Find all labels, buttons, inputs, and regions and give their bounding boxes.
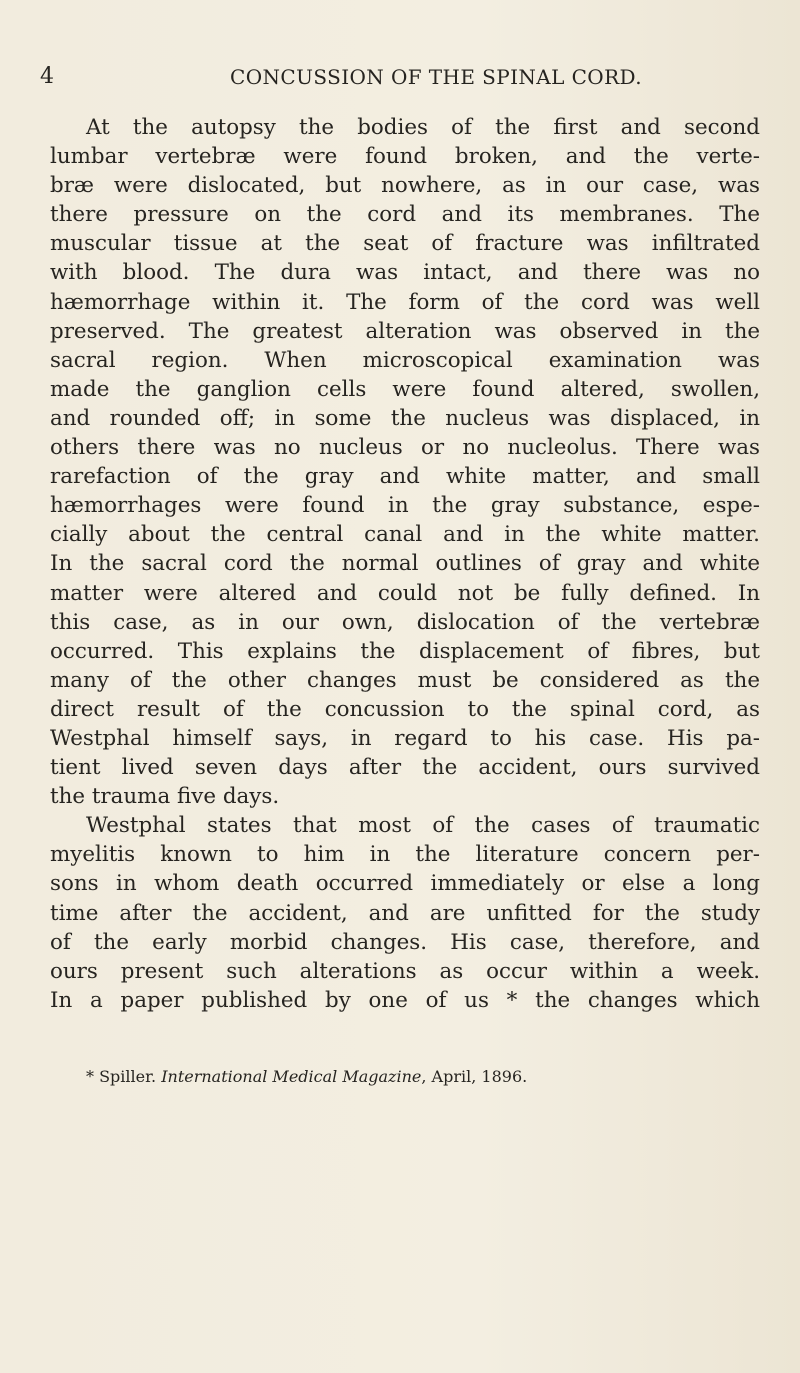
running-title: CONCUSSION OF THE SPINAL CORD. [230, 65, 643, 89]
page-header [40, 62, 760, 98]
text-line: sacral region. When microscopical examination was [50, 347, 760, 373]
text-line: others there was no nucleus or no nucleolus. There was [50, 435, 760, 461]
page-number: 4 [40, 64, 54, 89]
text-line: lumbar vertebræ were found broken, and the verte- [50, 144, 760, 170]
text-line: myelitis known to him in the literature concern per- [50, 842, 760, 868]
text-line: matter were altered and could not be fully defined. In [50, 580, 760, 606]
text-line: cially about the central canal and in the white matter. [50, 522, 760, 548]
text-line: sons in whom death occurred immediately or else a long [50, 871, 760, 897]
text-line: occurred. This explains the displacement of fibres, but [50, 638, 760, 664]
footnote-date: , April, 1896. [421, 1067, 528, 1086]
text-line: made the ganglion cells were found altered, swollen, [50, 376, 760, 402]
text-line: In the sacral cord the normal outlines of gray and white [50, 551, 760, 577]
text-line: ours present such alterations as occur within a week. [50, 958, 760, 984]
text-line: bræ were dislocated, but nowhere, as in our case, was [50, 173, 760, 199]
text-line: with blood. The dura was intact, and there was no [50, 260, 760, 286]
body-text [50, 113, 760, 1015]
text-line: At the autopsy the bodies of the first and second [86, 115, 760, 140]
text-line: the trauma five days. [50, 784, 280, 810]
text-line: many of the other changes must be considered as the [50, 667, 760, 693]
text-line: muscular tissue at the seat of fracture was infiltrated [50, 231, 760, 257]
text-line: time after the accident, and are unfitted for the study [50, 900, 760, 926]
text-line: tient lived seven days after the accident, ours survived [50, 755, 760, 781]
text-line: hæmorrhages were found in the gray substance, espe- [50, 493, 760, 519]
text-line: and rounded off; in some the nucleus was displaced, in [50, 405, 760, 431]
footnote-journal: International Medical Magazine [161, 1067, 422, 1086]
footnote-author: * Spiller. [86, 1067, 157, 1086]
text-line: this case, as in our own, dislocation of the vertebræ [50, 609, 760, 635]
footnote [86, 1065, 760, 1089]
text-line: of the early morbid changes. His case, therefore, and [50, 929, 760, 955]
text-line: In a paper published by one of us * the changes which [50, 987, 760, 1013]
text-line: preserved. The greatest alteration was observed in the [50, 318, 760, 344]
text-line: Westphal states that most of the cases of traumatic [86, 813, 760, 839]
text-line: Westphal himself says, in regard to his case. His pa- [50, 725, 760, 751]
text-line: there pressure on the cord and its membranes. The [50, 202, 760, 228]
text-line: rarefaction of the gray and white matter, and small [50, 464, 760, 490]
text-line: hæmorrhage within it. The form of the cord was well [50, 289, 760, 315]
text-line: direct result of the concussion to the spinal cord, as [50, 696, 760, 722]
